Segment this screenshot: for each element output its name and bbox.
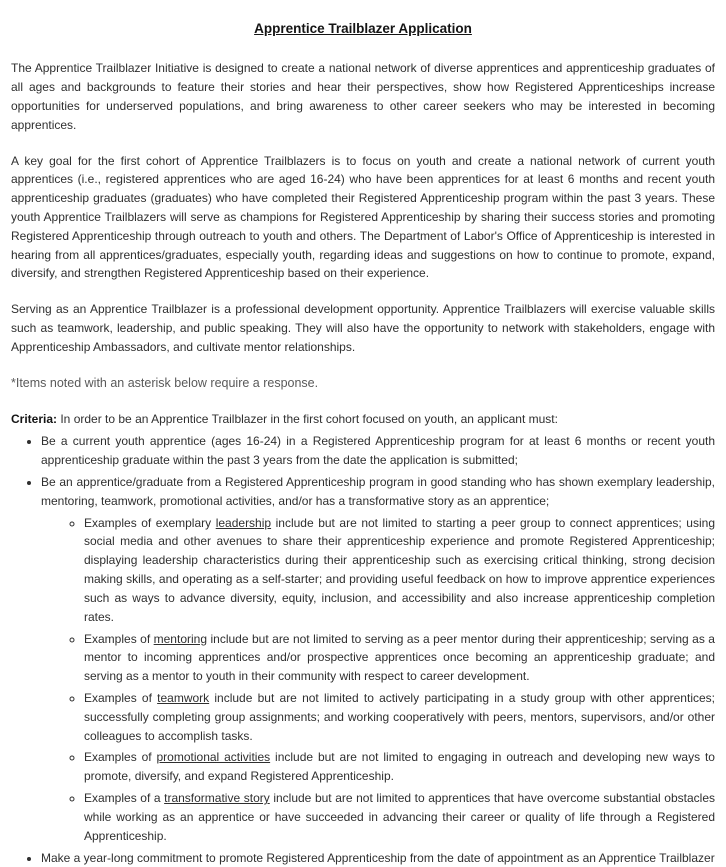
example-term: teamwork: [157, 691, 210, 705]
opportunity-paragraph: Serving as an Apprentice Trailblazer is a professional development opportunity. Apprentice Trailblazers will exercise valuable skills such as teamwork, leadership, and public speaking. They will also have the opportunity to network with stakeholders, engage with Apprenticeship Ambassadors, and cultivate mentor relationships.: [11, 302, 715, 354]
example-term: leadership: [215, 515, 272, 530]
example-suffix: include but are not limited to starting a peer group to connect apprentices; using social media and other avenues to share their apprenticeship experience and promote Registered Apprenticeship; displaying leadership characteristics during their apprenticeship such as exercising critical thinking, strong decision making skills, and operating as a self-starter; and providing useful feedback on how to improve apprentice experiences such as ways to advance diversity, equity, inclusion, and accessibility and also increase apprenticeship completion rates.: [84, 515, 715, 624]
example-suffix: include but are not limited to actively participating in a study group with other apprentices; successfully completing group assignments; and working cooperatively with peers, mentors, supervisors, and/or other colleagues to accomplish tasks.: [84, 691, 715, 743]
example-transformative-story: [84, 789, 715, 845]
criteria-list: [29, 432, 715, 867]
example-prefix: Examples of: [84, 631, 154, 646]
goal-paragraph: A key goal for the first cohort of Apprentice Trailblazers is to focus on youth and create a national network of current youth apprentices (i.e., registered apprentices who are aged 16-24) who have been apprentices for at least 6 months and recent youth apprenticeship graduates (graduates) who have completed their Registered Apprenticeship program within the past 3 years. These youth Apprentice Trailblazers will serve as champions for Registered Apprenticeship by sharing their success stories and promoting Registered Apprenticeship through outreach to youth and others. The Department of Labor's Office of Apprenticeship is interested in hearing from all apprentices/graduates, especially youth, regarding ideas and suggestions on how to continue to promote, expand, diversify, and strengthen Registered Apprenticeship based on their experience.: [11, 153, 715, 281]
example-prefix: Examples of a: [84, 791, 165, 806]
criteria-bullet-good-standing-text: Be an apprentice/graduate from a Registered Apprenticeship program in good standing who has shown exemplary leadership, mentoring, teamwork, promotional activities, and/or has a transformative story as an apprentice;: [41, 474, 715, 508]
criteria-intro-text: In order to be an Apprentice Trailblazer in the first cohort focused on youth, an applicant must:: [57, 412, 558, 427]
example-suffix: include but are not limited to engaging in outreach and developing new ways to promote, diversify, and expand Registered Apprenticeship.: [84, 750, 715, 784]
example-leadership: [84, 514, 715, 627]
example-prefix: Examples of: [84, 750, 157, 765]
example-prefix: Examples of exemplary: [84, 515, 216, 530]
criteria-bullet-good-standing: [41, 473, 715, 846]
example-promotional-activities: [84, 748, 715, 786]
intro-paragraph: The Apprentice Trailblazer Initiative is designed to create a national network of diverse apprentices and apprenticeship graduates of all ages and backgrounds to feature their stories and hear their perspectives, show how Registered Apprenticeships increase opportunities for underserved populations, and bring awareness to other career seekers who may be interested in becoming apprentices.: [11, 61, 715, 132]
example-suffix: include but are not limited to apprentices that have overcome substantial obstacles while working as an apprentice or have succeeded in advancing their career or quality of life through a Registered Apprenticeship.: [84, 791, 715, 843]
criteria-bullet-apprentice: • Be a current youth apprentice (ages 16-24) in a Registered Apprenticeship program for at least 6 months or recent youth apprenticeship graduate within the past 3 years from the date the application is submitted;: [41, 432, 715, 470]
example-prefix: Examples of: [84, 691, 158, 705]
asterisk-note: *Items noted with an asterisk below require a response.: [11, 375, 319, 390]
example-suffix: include but are not limited to serving as a peer mentor during their apprenticeship; serving as a mentor to incoming apprentices and/or prospective apprentices once becoming an apprenticeship graduate; and serving as a mentor to youth in their community with respect to career development.: [84, 631, 715, 684]
page-title: Apprentice Trailblazer Application: [254, 21, 472, 36]
example-term: mentoring: [153, 631, 208, 646]
example-mentoring: [84, 630, 715, 686]
criteria-bullet-commitment: • Make a year-long commitment to promote Registered Apprenticeship from the date of appointment as an Apprentice Trailblazer: [41, 849, 715, 867]
examples-list: [71, 514, 715, 846]
example-teamwork: [84, 689, 715, 745]
example-term: promotional activities: [156, 750, 271, 765]
criteria-intro: [11, 410, 715, 429]
criteria-label: Criteria:: [11, 412, 58, 427]
example-term: transformative story: [164, 791, 270, 806]
